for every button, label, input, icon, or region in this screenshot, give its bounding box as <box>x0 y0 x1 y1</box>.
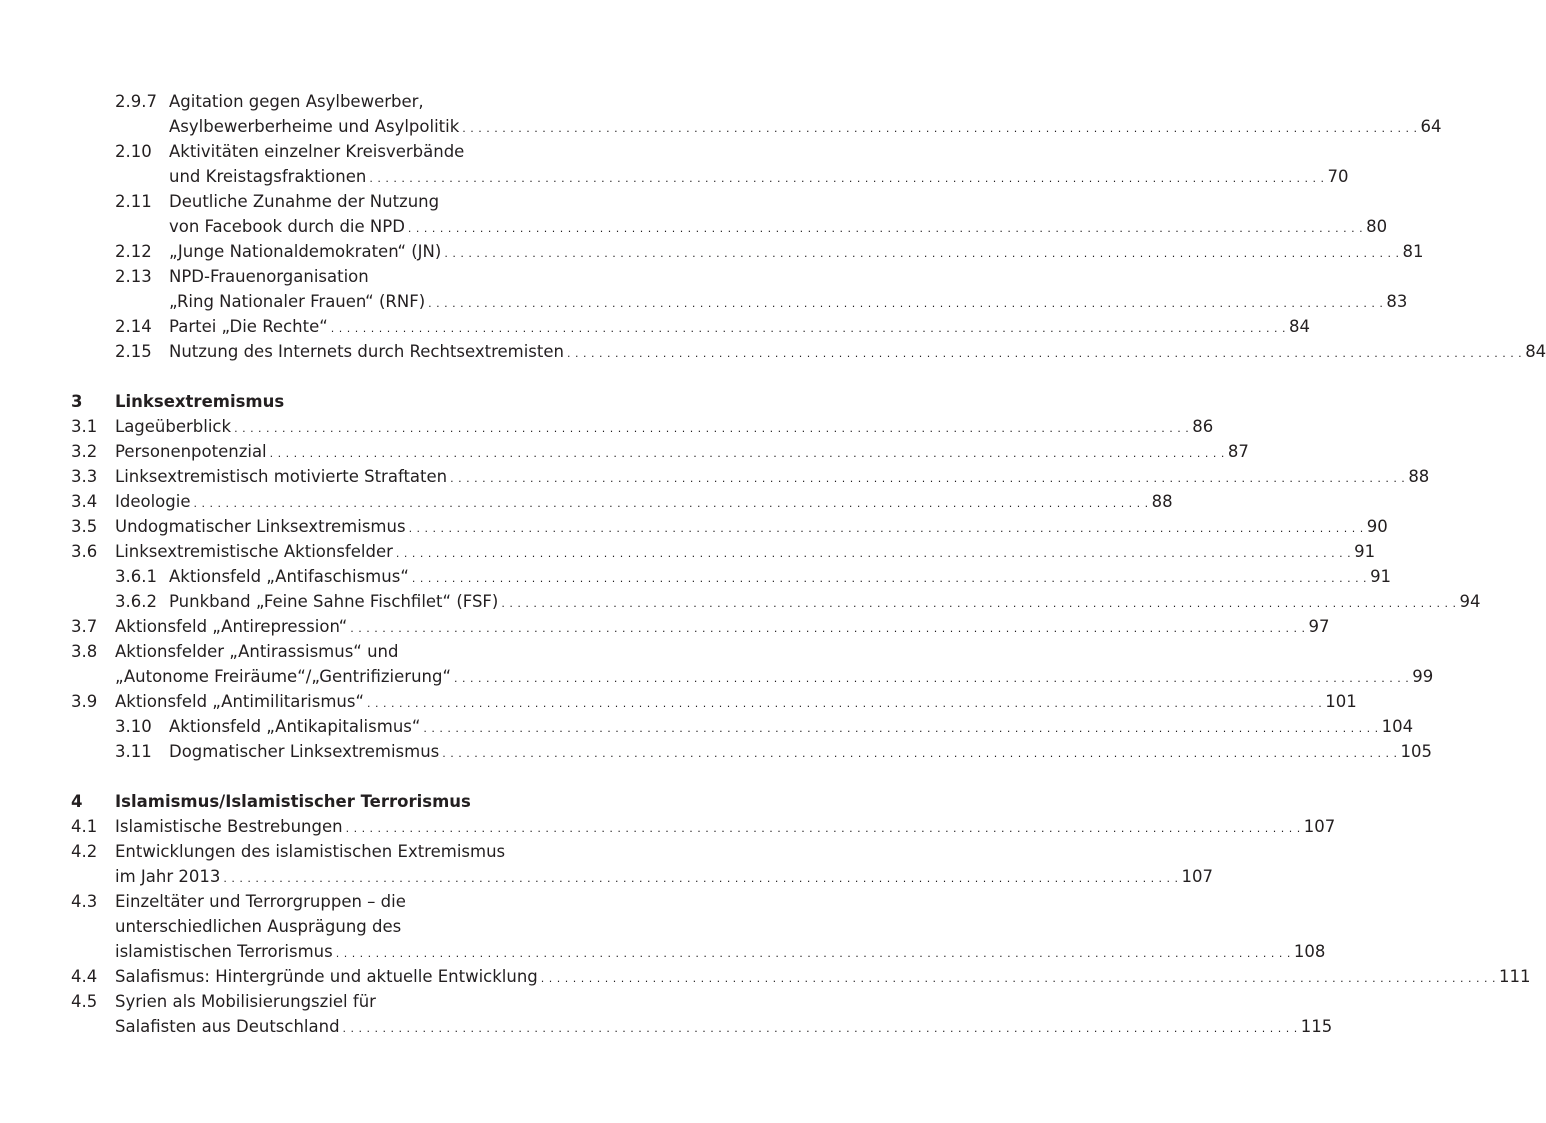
section-title: Salafismus: Hintergründe und aktuelle Entwicklung <box>115 967 538 986</box>
section-title: Lageüberblick <box>115 417 232 436</box>
section-title: Undogmatischer Linksextremismus <box>115 517 406 536</box>
dot-leader: . . . . . . . . . . . . . . . . . . . . . . . . . . . . . . . . . . . . . . . . . . . . . . . . . . . . . . . . . . . . . . . . . . . . . . . . . . . . . . . . . . . . . . . . . . . . . . . . . . . . . . . . . . . . . . . . . . . . . . . . <box>411 572 1368 585</box>
toc-entry-line <box>0 864 1214 889</box>
section-number: 2.11 <box>115 192 152 211</box>
page-number: 90 <box>1366 517 1388 536</box>
section-title: Deutliche Zunahme der Nutzung <box>169 192 440 211</box>
dot-leader: . . . . . . . . . . . . . . . . . . . . . . . . . . . . . . . . . . . . . . . . . . . . . . . . . . . . . . . . . . . . . . . . . . . . . . . . . . . . . . . . . . . . . . . . . . . . . . . . . . . . . . . . . . . . . . . . . . . . . . . . <box>345 822 1301 835</box>
toc-entry-line <box>0 264 709 289</box>
section-number: 3.8 <box>71 642 98 661</box>
section-title: Linksextremistische Aktionsfelder <box>115 542 393 561</box>
section-number: 4.1 <box>71 817 98 836</box>
section-number: 3 <box>71 392 83 411</box>
toc-entry-line <box>0 164 1349 189</box>
section-number: 3.7 <box>71 617 98 636</box>
toc-entry-line <box>0 489 1173 514</box>
toc-entry-line <box>0 839 709 864</box>
section-number: 3.6.1 <box>115 567 157 586</box>
toc-entry-line <box>0 664 1434 689</box>
toc-entry-line <box>0 739 1432 764</box>
dot-leader: . . . . . . . . . . . . . . . . . . . . . . . . . . . . . . . . . . . . . . . . . . . . . . . . . . . . . . . . . . . . . . . . . . . . . . . . . . . . . . . . . . . . . . . . . . . . . . . . . . . . . . . . . . . . . . . . . . . . . . . . <box>407 222 1364 235</box>
section-title: Nutzung des Internets durch Rechtsextremisten <box>169 342 564 361</box>
page-number: 70 <box>1327 167 1349 186</box>
toc-entry-line <box>0 114 1442 139</box>
section-title: Punkband „Feine Sahne Fischfilet“ (FSF) <box>169 592 499 611</box>
chapter-heading <box>0 389 709 414</box>
dot-leader: . . . . . . . . . . . . . . . . . . . . . . . . . . . . . . . . . . . . . . . . . . . . . . . . . . . . . . . . . . . . . . . . . . . . . . . . . . . . . . . . . . . . . . . . . . . . . . . . . . . . . . . . . . . . . . . . . . . . . . . . <box>234 422 1190 435</box>
section-number: 3.3 <box>71 467 98 486</box>
section-number: 4.5 <box>71 992 98 1011</box>
toc-entry-line <box>0 89 709 114</box>
section-title: Aktionsfeld „Antirepression“ <box>115 617 348 636</box>
dot-leader: . . . . . . . . . . . . . . . . . . . . . . . . . . . . . . . . . . . . . . . . . . . . . . . . . . . . . . . . . . . . . . . . . . . . . . . . . . . . . . . . . . . . . . . . . . . . . . . . . . . . . . . . . . . . . . . . . . . . . . . . <box>423 722 1379 735</box>
section-title: unterschiedlichen Ausprägung des <box>115 917 402 936</box>
toc-entry-line <box>0 564 1392 589</box>
section-number: 2.13 <box>115 267 152 286</box>
page-number: 115 <box>1300 1017 1333 1036</box>
section-title: „Ring Nationaler Frauen“ (RNF) <box>169 292 426 311</box>
dot-leader: . . . . . . . . . . . . . . . . . . . . . . . . . . . . . . . . . . . . . . . . . . . . . . . . . . . . . . . . . . . . . . . . . . . . . . . . . . . . . . . . . . . . . . . . . . . . . . . . . . . . . . . . . . . . . . . . . . . . . . . . <box>462 122 1418 135</box>
page-number: 86 <box>1192 417 1214 436</box>
page-number: 94 <box>1459 592 1481 611</box>
dot-leader: . . . . . . . . . . . . . . . . . . . . . . . . . . . . . . . . . . . . . . . . . . . . . . . . . . . . . . . . . . . . . . . . . . . . . . . . . . . . . . . . . . . . . . . . . . . . . . . . . . . . . . . . . . . . . . . . . . . . . . . . <box>223 872 1179 885</box>
section-number: 3.9 <box>71 692 98 711</box>
section-number: 3.5 <box>71 517 98 536</box>
dot-leader: . . . . . . . . . . . . . . . . . . . . . . . . . . . . . . . . . . . . . . . . . . . . . . . . . . . . . . . . . . . . . . . . . . . . . . . . . . . . . . . . . . . . . . . . . . . . . . . . . . . . . . . . . . . . . . . . . . . . . . . . <box>442 747 1398 760</box>
toc-entry-line <box>0 239 1424 264</box>
toc-entry-line <box>0 589 1481 614</box>
page-number: 107 <box>1303 817 1336 836</box>
dot-leader: . . . . . . . . . . . . . . . . . . . . . . . . . . . . . . . . . . . . . . . . . . . . . . . . . . . . . . . . . . . . . . . . . . . . . . . . . . . . . . . . . . . . . . . . . . . . . . . . . . . . . . . . . . . . . . . . . . . . . . . . <box>444 247 1400 260</box>
toc-entry-line <box>0 614 1330 639</box>
toc-entry-line <box>0 139 709 164</box>
section-title: Aktionsfeld „Antifaschismus“ <box>169 567 409 586</box>
section-number: 4 <box>71 792 83 811</box>
section-number: 2.14 <box>115 317 152 336</box>
toc-entry-line <box>0 889 709 914</box>
section-title: Islamistische Bestrebungen <box>115 817 343 836</box>
toc-entry-line <box>0 689 1357 714</box>
section-title: Ideologie <box>115 492 191 511</box>
page-number: 105 <box>1400 742 1432 761</box>
section-title: von Facebook durch die NPD <box>169 217 405 236</box>
page-number: 81 <box>1402 242 1424 261</box>
dot-leader: . . . . . . . . . . . . . . . . . . . . . . . . . . . . . . . . . . . . . . . . . . . . . . . . . . . . . . . . . . . . . . . . . . . . . . . . . . . . . . . . . . . . . . . . . . . . . . . . . . . . . . . . . . . . . . . . . . . . . . . . <box>567 347 1523 360</box>
dot-leader: . . . . . . . . . . . . . . . . . . . . . . . . . . . . . . . . . . . . . . . . . . . . . . . . . . . . . . . . . . . . . . . . . . . . . . . . . . . . . . . . . . . . . . . . . . . . . . . . . . . . . . . . . . . . . . . . . . . . . . . . <box>367 697 1323 710</box>
dot-leader: . . . . . . . . . . . . . . . . . . . . . . . . . . . . . . . . . . . . . . . . . . . . . . . . . . . . . . . . . . . . . . . . . . . . . . . . . . . . . . . . . . . . . . . . . . . . . . . . . . . . . . . . . . . . . . . . . . . . . . . . <box>335 947 1291 960</box>
section-title: „Junge Nationaldemokraten“ (JN) <box>169 242 442 261</box>
toc-entry-line <box>0 314 1310 339</box>
section-title: Aktionsfelder „Antirassismus“ und <box>115 642 399 661</box>
toc-entry-line <box>0 939 1326 964</box>
section-title: Personenpotenzial <box>115 442 267 461</box>
page-number: 91 <box>1354 542 1376 561</box>
page-number: 91 <box>1370 567 1392 586</box>
dot-leader: . . . . . . . . . . . . . . . . . . . . . . . . . . . . . . . . . . . . . . . . . . . . . . . . . . . . . . . . . . . . . . . . . . . . . . . . . . . . . . . . . . . . . . . . . . . . . . . . . . . . . . . . . . . . . . . . . . . . . . . . <box>350 622 1306 635</box>
section-number: 3.6.2 <box>115 592 157 611</box>
section-number: 2.9.7 <box>115 92 157 111</box>
toc-entry-line <box>0 189 709 214</box>
dot-leader: . . . . . . . . . . . . . . . . . . . . . . . . . . . . . . . . . . . . . . . . . . . . . . . . . . . . . . . . . . . . . . . . . . . . . . . . . . . . . . . . . . . . . . . . . . . . . . . . . . . . . . . . . . . . . . . . . . . . . . . . <box>342 1022 1298 1035</box>
page-number: 99 <box>1412 667 1434 686</box>
page-number: 97 <box>1308 617 1330 636</box>
page-number: 88 <box>1408 467 1430 486</box>
section-number: 4.2 <box>71 842 98 861</box>
dot-leader: . . . . . . . . . . . . . . . . . . . . . . . . . . . . . . . . . . . . . . . . . . . . . . . . . . . . . . . . . . . . . . . . . . . . . . . . . . . . . . . . . . . . . . . . . . . . . . . . . . . . . . . . . . . . . . . . . . . . . . . . <box>540 972 1496 985</box>
section-number: 3.4 <box>71 492 98 511</box>
section-number: 4.4 <box>71 967 98 986</box>
toc-entry-line <box>0 414 1214 439</box>
dot-leader: . . . . . . . . . . . . . . . . . . . . . . . . . . . . . . . . . . . . . . . . . . . . . . . . . . . . . . . . . . . . . . . . . . . . . . . . . . . . . . . . . . . . . . . . . . . . . . . . . . . . . . . . . . . . . . . . . . . . . . . . <box>428 297 1384 310</box>
toc-entry-line <box>0 464 1430 489</box>
section-number: 2.12 <box>115 242 152 261</box>
page-number: 107 <box>1181 867 1214 886</box>
page-number: 111 <box>1498 967 1531 986</box>
section-number: 3.11 <box>115 742 152 761</box>
section-title: Einzeltäter und Terrorgruppen – die <box>115 892 406 911</box>
dot-leader: . . . . . . . . . . . . . . . . . . . . . . . . . . . . . . . . . . . . . . . . . . . . . . . . . . . . . . . . . . . . . . . . . . . . . . . . . . . . . . . . . . . . . . . . . . . . . . . . . . . . . . . . . . . . . . . . . . . . . . . . <box>454 672 1410 685</box>
page-number: 104 <box>1381 717 1414 736</box>
toc-entry-line <box>0 639 709 664</box>
section-title: Dogmatischer Linksextremismus <box>169 742 440 761</box>
page-number: 80 <box>1366 217 1388 236</box>
section-number: 3.10 <box>115 717 152 736</box>
section-title: islamistischen Terrorismus <box>115 942 333 961</box>
page-number: 108 <box>1293 942 1326 961</box>
dot-leader: . . . . . . . . . . . . . . . . . . . . . . . . . . . . . . . . . . . . . . . . . . . . . . . . . . . . . . . . . . . . . . . . . . . . . . . . . . . . . . . . . . . . . . . . . . . . . . . . . . . . . . . . . . . . . . . . . . . . . . . . <box>193 497 1149 510</box>
toc-entry-line <box>0 814 1336 839</box>
dot-leader: . . . . . . . . . . . . . . . . . . . . . . . . . . . . . . . . . . . . . . . . . . . . . . . . . . . . . . . . . . . . . . . . . . . . . . . . . . . . . . . . . . . . . . . . . . . . . . . . . . . . . . . . . . . . . . . . . . . . . . . . <box>408 522 1364 535</box>
toc-entry-line <box>0 514 1388 539</box>
page-number: 84 <box>1288 317 1310 336</box>
toc-entry-line <box>0 214 1388 239</box>
dot-leader: . . . . . . . . . . . . . . . . . . . . . . . . . . . . . . . . . . . . . . . . . . . . . . . . . . . . . . . . . . . . . . . . . . . . . . . . . . . . . . . . . . . . . . . . . . . . . . . . . . . . . . . . . . . . . . . . . . . . . . . . <box>369 172 1325 185</box>
section-title: Syrien als Mobilisierungsziel für <box>115 992 376 1011</box>
toc-entry-line <box>0 1014 1333 1039</box>
section-number: 3.2 <box>71 442 98 461</box>
section-title: Asylbewerberheime und Asylpolitik <box>169 117 460 136</box>
toc-entry-line <box>0 914 709 939</box>
page-number: 64 <box>1420 117 1442 136</box>
section-number: 3.1 <box>71 417 98 436</box>
section-title: im Jahr 2013 <box>115 867 221 886</box>
section-title: Aktionsfeld „Antimilitarismus“ <box>115 692 365 711</box>
dot-leader: . . . . . . . . . . . . . . . . . . . . . . . . . . . . . . . . . . . . . . . . . . . . . . . . . . . . . . . . . . . . . . . . . . . . . . . . . . . . . . . . . . . . . . . . . . . . . . . . . . . . . . . . . . . . . . . . . . . . . . . . <box>330 322 1286 335</box>
dot-leader: . . . . . . . . . . . . . . . . . . . . . . . . . . . . . . . . . . . . . . . . . . . . . . . . . . . . . . . . . . . . . . . . . . . . . . . . . . . . . . . . . . . . . . . . . . . . . . . . . . . . . . . . . . . . . . . . . . . . . . . . <box>501 597 1457 610</box>
toc-entry-line <box>0 964 1531 989</box>
page-number: 88 <box>1151 492 1173 511</box>
dot-leader: . . . . . . . . . . . . . . . . . . . . . . . . . . . . . . . . . . . . . . . . . . . . . . . . . . . . . . . . . . . . . . . . . . . . . . . . . . . . . . . . . . . . . . . . . . . . . . . . . . . . . . . . . . . . . . . . . . . . . . . . <box>450 472 1406 485</box>
section-number: 2.15 <box>115 342 152 361</box>
page-number: 87 <box>1227 442 1249 461</box>
section-number: 2.10 <box>115 142 152 161</box>
section-title: NPD-Frauenorganisation <box>169 267 369 286</box>
section-number: 4.3 <box>71 892 98 911</box>
section-title: Aktivitäten einzelner Kreisverbände <box>169 142 465 161</box>
toc-entry-line <box>0 539 1376 564</box>
page-number: 101 <box>1325 692 1357 711</box>
section-title: Entwicklungen des islamistischen Extremismus <box>115 842 506 861</box>
section-title: Linksextremismus <box>115 392 285 411</box>
section-title: „Autonome Freiräume“/„Gentrifizierung“ <box>115 667 452 686</box>
section-title: Linksextremistisch motivierte Straftaten <box>115 467 448 486</box>
chapter-heading <box>0 789 709 814</box>
section-title: Partei „Die Rechte“ <box>169 317 328 336</box>
page-number: 83 <box>1386 292 1408 311</box>
toc-entry-line <box>0 339 1546 364</box>
dot-leader: . . . . . . . . . . . . . . . . . . . . . . . . . . . . . . . . . . . . . . . . . . . . . . . . . . . . . . . . . . . . . . . . . . . . . . . . . . . . . . . . . . . . . . . . . . . . . . . . . . . . . . . . . . . . . . . . . . . . . . . . <box>269 447 1225 460</box>
dot-leader: . . . . . . . . . . . . . . . . . . . . . . . . . . . . . . . . . . . . . . . . . . . . . . . . . . . . . . . . . . . . . . . . . . . . . . . . . . . . . . . . . . . . . . . . . . . . . . . . . . . . . . . . . . . . . . . . . . . . . . . . <box>395 547 1352 560</box>
toc-entry-line <box>0 989 709 1014</box>
toc-entry-line <box>0 439 1249 464</box>
toc-entry-line <box>0 714 1414 739</box>
section-title: Agitation gegen Asylbewerber, <box>169 92 424 111</box>
section-title: Salafisten aus Deutschland <box>115 1017 340 1036</box>
toc-entry-line <box>0 289 1408 314</box>
section-number: 3.6 <box>71 542 98 561</box>
page-number: 84 <box>1525 342 1546 361</box>
section-title: Aktionsfeld „Antikapitalismus“ <box>169 717 421 736</box>
section-title: und Kreistagsfraktionen <box>169 167 367 186</box>
section-title: Islamismus/Islamistischer Terrorismus <box>115 792 471 811</box>
